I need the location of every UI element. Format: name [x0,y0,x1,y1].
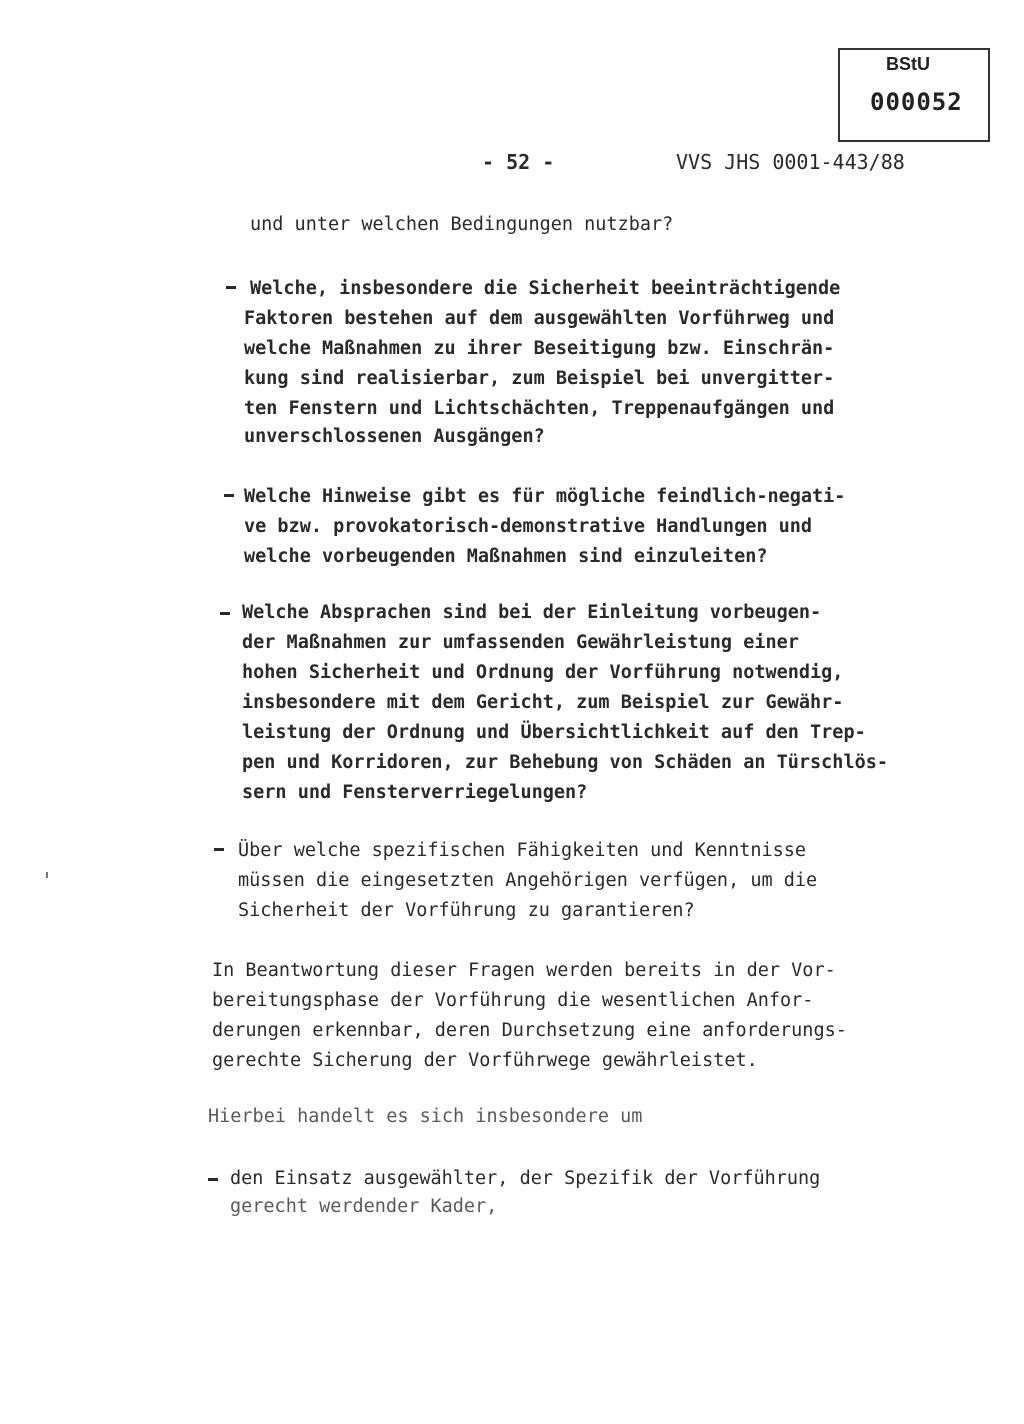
scan-speck [46,872,48,878]
text-line: Hierbei handelt es sich insbesondere um [208,1106,643,1127]
bullet-dash [220,612,230,615]
text-line: sern und Fensterverriegelungen? [242,782,588,803]
text-line: ten Fenstern und Lichtschächten, Treppenaufgängen und [244,398,835,419]
text-line: gerecht werdender Kader, [230,1196,498,1217]
bullet-dash [226,286,236,289]
stamp-number: 000052 [870,88,963,116]
text-line: welche vorbeugenden Maßnahmen sind einzuleiten? [244,546,768,567]
text-line: und unter welchen Bedingungen nutzbar? [250,214,674,235]
bullet-dash [224,494,234,497]
text-line: müssen die eingesetzten Angehörigen verfügen, um die [238,870,818,891]
text-line: hohen Sicherheit und Ordnung der Vorführung notwendig, [242,662,844,683]
text-line: Über welche spezifischen Fähigkeiten und Kenntnisse [238,840,807,861]
text-line: bereitungsphase der Vorführung die wesentlichen Anfor- [212,990,814,1011]
text-line: Sicherheit der Vorführung zu garantieren? [238,900,695,921]
text-line: derungen erkennbar, deren Durchsetzung eine anforderungs- [212,1020,847,1041]
bullet-dash [214,848,224,851]
text-line: Welche, insbesondere die Sicherheit beeinträchtigende [250,278,841,299]
text-line: insbesondere mit dem Gericht, zum Beispiel zur Gewähr- [242,692,844,713]
text-line: In Beantwortung dieser Fragen werden bereits in der Vor- [212,960,836,981]
stamp-title: BStU [886,54,930,74]
archive-stamp [838,48,990,142]
text-line: ve bzw. provokatorisch-demonstrative Handlungen und [244,516,813,537]
text-line: Welche Absprachen sind bei der Einleitung vorbeugen- [242,602,822,623]
text-line: der Maßnahmen zur umfassenden Gewährleistung einer [242,632,799,653]
document-reference: VVS JHS 0001-443/88 [676,150,905,174]
text-line: pen und Korridoren, zur Behebung von Schäden an Türschlös- [242,752,889,773]
text-line: leistung der Ordnung und Übersichtlichkeit auf den Trep- [242,722,866,743]
text-line: kung sind realisierbar, zum Beispiel bei unvergitter- [244,368,835,389]
text-line: gerechte Sicherung der Vorführwege gewährleistet. [212,1050,758,1071]
text-line: Welche Hinweise gibt es für mögliche feindlich-negati- [244,486,846,507]
text-line: welche Maßnahmen zu ihrer Beseitigung bzw. Einschrän- [244,338,835,359]
text-line: unverschlossenen Ausgängen? [244,426,545,447]
text-line: Faktoren bestehen auf dem ausgewählten Vorführweg und [244,308,835,329]
page-number: - 52 - [482,150,555,174]
bullet-dash [208,1178,218,1181]
text-line: den Einsatz ausgewählter, der Spezifik der Vorführung [230,1168,821,1189]
